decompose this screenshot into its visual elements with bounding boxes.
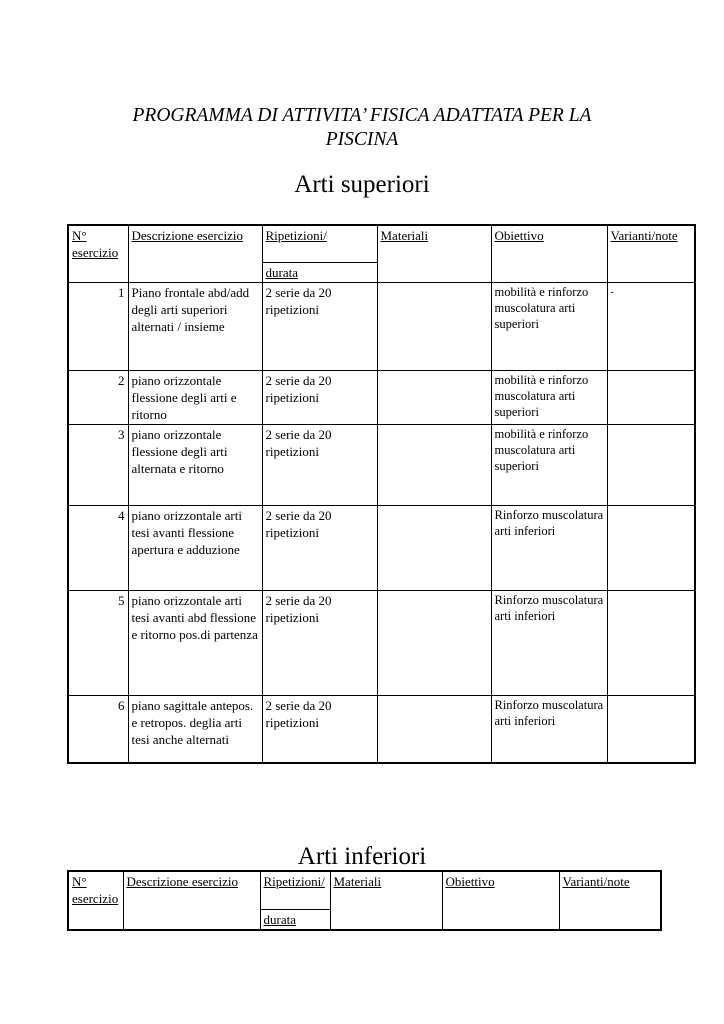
table-row [68, 505, 695, 590]
row-description: Piano frontale abd/add degli arti superiori alternati / insieme [128, 282, 262, 370]
row-objective: Rinforzo muscolatura arti inferiori [491, 505, 607, 590]
document-title-line-1: PROGRAMMA DI ATTIVITA’ FISICA ADATTATA PER LA [132, 105, 592, 126]
header-rep: Ripetizioni/ [262, 225, 377, 262]
table-row [68, 695, 695, 763]
header-obj: Obiettivo [491, 225, 607, 282]
header-rep-durata: durata [262, 262, 377, 282]
row-repetitions: 2 serie da 20 ripetizioni [262, 282, 377, 370]
header-rep-durata: durata [260, 909, 330, 930]
row-number: 6 [68, 695, 128, 763]
row-notes [607, 590, 695, 695]
header-mat: Materiali [330, 871, 442, 930]
header-num: N° esercizio [68, 871, 123, 930]
header-desc: Descrizione esercizio [128, 225, 262, 282]
row-description: piano orizzontale flessione degli arti alternata e ritorno [128, 424, 262, 505]
table-row [68, 370, 695, 424]
row-description: piano orizzontale flessione degli arti e ritorno [128, 370, 262, 424]
row-materials [377, 590, 491, 695]
row-number: 5 [68, 590, 128, 695]
row-number: 1 [68, 282, 128, 370]
row-notes [607, 505, 695, 590]
row-objective: Rinforzo muscolatura arti inferiori [491, 590, 607, 695]
row-repetitions: 2 serie da 20 ripetizioni [262, 590, 377, 695]
header-num: N° esercizio [68, 225, 128, 282]
header-var: Varianti/note [559, 871, 661, 930]
document-title-line-2: PISCINA [325, 129, 399, 150]
row-objective: mobilità e rinforzo muscolatura arti superiori [491, 424, 607, 505]
row-repetitions: 2 serie da 20 ripetizioni [262, 505, 377, 590]
row-materials [377, 695, 491, 763]
row-objective: mobilità e rinforzo muscolatura arti superiori [491, 282, 607, 370]
section-heading-arti-superiori: Arti superiori [294, 171, 430, 198]
row-notes [607, 424, 695, 505]
row-notes [607, 695, 695, 763]
row-objective: mobilità e rinforzo muscolatura arti superiori [491, 370, 607, 424]
row-notes [607, 370, 695, 424]
row-number: 3 [68, 424, 128, 505]
header-desc: Descrizione esercizio [123, 871, 260, 930]
row-repetitions: 2 serie da 20 ripetizioni [262, 370, 377, 424]
row-materials [377, 370, 491, 424]
row-materials [377, 282, 491, 370]
section-heading-arti-inferiori: Arti inferiori [297, 843, 427, 870]
row-description: piano orizzontale arti tesi avanti abd flessione e ritorno pos.di partenza [128, 590, 262, 695]
row-description: piano sagittale antepos. e retropos. deglia arti tesi anche alternati [128, 695, 262, 763]
row-materials [377, 424, 491, 505]
header-var: Varianti/note [607, 225, 695, 282]
table-row [68, 590, 695, 695]
row-number: 4 [68, 505, 128, 590]
exercise-table-arti-superiori [67, 224, 696, 764]
row-repetitions: 2 serie da 20 ripetizioni [262, 695, 377, 763]
header-obj: Obiettivo [442, 871, 559, 930]
table-row [68, 424, 695, 505]
header-mat: Materiali [377, 225, 491, 282]
row-repetitions: 2 serie da 20 ripetizioni [262, 424, 377, 505]
header-rep: Ripetizioni/ [260, 871, 330, 909]
row-notes: - [607, 282, 695, 370]
row-number: 2 [68, 370, 128, 424]
row-objective: Rinforzo muscolatura arti inferiori [491, 695, 607, 763]
row-description: piano orizzontale arti tesi avanti flessione apertura e adduzione [128, 505, 262, 590]
exercise-table-arti-inferiori [67, 870, 662, 931]
row-materials [377, 505, 491, 590]
table-row [68, 282, 695, 370]
